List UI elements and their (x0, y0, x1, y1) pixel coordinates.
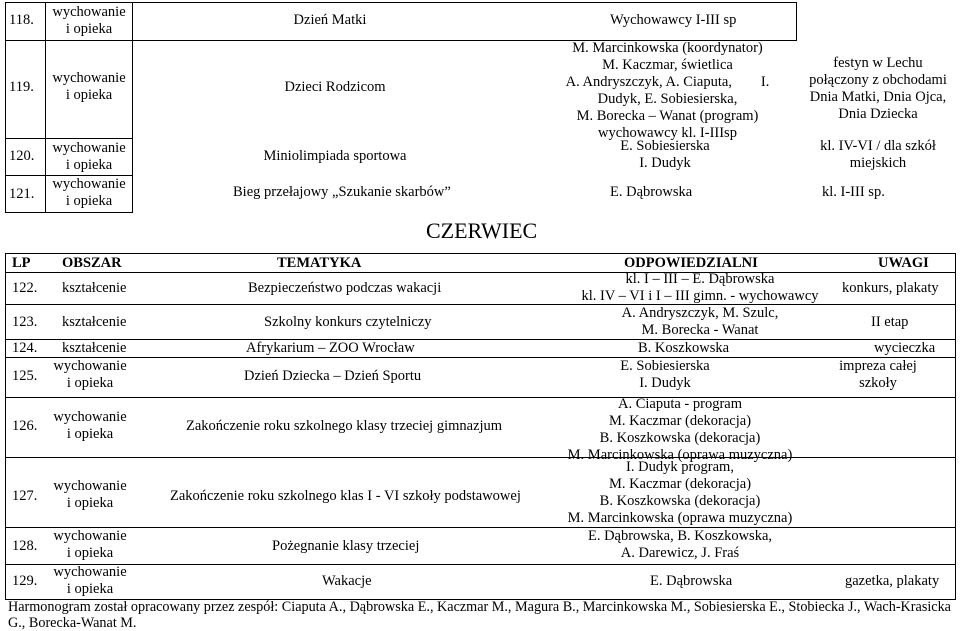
row-notes: II etap (871, 314, 909, 330)
header-notes: UWAGI (878, 255, 929, 271)
row-area: wychowanie i opieka (53, 478, 127, 511)
row-responsible: M. Marcinkowska (koordynator) M. Kaczmar, świetlica A. Andryszczyk, A. Ciaputa, I. Dudyk, E. Sobiesierska, M. Borecka – Wanat (program) wychowawcy kl. I-IIIsp (565, 40, 770, 141)
row-responsible: A. Ciaputa - program M. Kaczmar (dekoracja) B. Koszkowska (dekoracja) M. Marcinkowska (oprawa muzyczna) (567, 396, 793, 463)
row-topic: Afrykarium – ZOO Wrocław (246, 340, 415, 356)
header-topic: TEMATYKA (277, 255, 362, 271)
row-notes: wycieczka (874, 340, 936, 356)
row-number: 118. (9, 12, 34, 28)
row-notes: kl. I-III sp. (822, 184, 885, 200)
header-responsible: ODPOWIEDZIALNI (624, 255, 758, 271)
row-number: 129. (12, 573, 38, 589)
header-lp: LP (12, 255, 31, 271)
row-number: 122. (12, 280, 38, 296)
row-responsible: E. Dąbrowska (610, 184, 693, 200)
row-topic: Bezpieczeństwo podczas wakacji (248, 280, 442, 296)
row-area: wychowanie i opieka (52, 140, 126, 173)
row-area: wychowanie i opieka (53, 409, 127, 442)
row-number: 124. (12, 340, 38, 356)
row-responsible: B. Koszkowska (638, 340, 730, 356)
row-topic: Szkolny konkurs czytelniczy (264, 314, 432, 330)
row-notes: konkurs, plakaty (842, 280, 939, 296)
row-topic: Dzień Dziecka – Dzień Sportu (244, 368, 422, 384)
row-responsible: kl. I – III – E. Dąbrowska kl. IV – VI i I – III gimn. - wychowawcy (581, 271, 819, 304)
row-responsible: A. Andryszczyk, M. Szulc, M. Borecka - Wanat (621, 305, 779, 338)
row-responsible: E. Dąbrowska, B. Koszkowska, A. Darewicz, J. Fraś (587, 528, 773, 561)
row-topic: Bieg przełajowy „Szukanie skarbów” (233, 184, 451, 200)
row-area: wychowanie i opieka (52, 70, 126, 103)
row-number: 123. (12, 314, 38, 330)
row-area: wychowanie i opieka (52, 4, 126, 37)
row-number: 127. (12, 488, 38, 504)
row-topic: Dzień Matki (293, 12, 367, 28)
row-topic: Zakończenie roku szkolnego klas I - VI szkoły podstawowej (170, 488, 521, 504)
row-area: kształcenie (62, 340, 127, 356)
month-heading: CZERWIEC (426, 218, 538, 243)
header-area: OBSZAR (62, 255, 122, 271)
row-number: 120. (9, 148, 35, 164)
row-area: wychowanie i opieka (52, 176, 126, 209)
row-number: 121. (9, 186, 35, 202)
row-notes: gazetka, plakaty (845, 573, 940, 589)
row-notes: kl. IV-VI / dla szkół miejskich (820, 138, 936, 171)
row-responsible: E. Sobiesierska I. Dudyk (620, 358, 710, 391)
row-notes: impreza całej szkoły (839, 358, 917, 391)
row-area: wychowanie i opieka (53, 564, 127, 597)
row-responsible: I. Dudyk program, M. Kaczmar (dekoracja) B. Koszkowska (dekoracja) M. Marcinkowska (oprawa muzyczna) (567, 459, 793, 526)
row-responsible: E. Dąbrowska (650, 573, 733, 589)
row-topic: Pożegnanie klasy trzeciej (272, 538, 420, 554)
row-area: wychowanie i opieka (53, 358, 127, 391)
row-responsible: Wychowawcy I-III sp (610, 12, 737, 28)
row-area: kształcenie (62, 314, 127, 330)
row-number: 125. (12, 368, 38, 384)
row-area: wychowanie i opieka (53, 528, 127, 561)
row-topic: Miniolimpiada sportowa (263, 148, 407, 164)
row-responsible: E. Sobiesierska I. Dudyk (620, 138, 710, 171)
row-topic: Wakacje (322, 573, 372, 589)
row-notes: festyn w Lechu połączony z obchodami Dnia Matki, Dnia Ojca, Dnia Dziecka (809, 55, 947, 122)
row-topic: Zakończenie roku szkolnego klasy trzeciej gimnazjum (186, 418, 503, 434)
row-area: kształcenie (62, 280, 127, 296)
row-number: 128. (12, 538, 38, 554)
row-number: 126. (12, 418, 38, 434)
footer-note: Harmonogram został opracowany przez zespół: Ciaputa A., Dąbrowska E., Kaczmar M., Magura B., Marcinkowska M., Sobiesierska E., Stobiecka J., Wach-Krasicka G., Borecka-Wanat M. (8, 599, 951, 631)
row-topic: Dzieci Rodzicom (284, 79, 386, 95)
row-number: 119. (9, 79, 34, 95)
